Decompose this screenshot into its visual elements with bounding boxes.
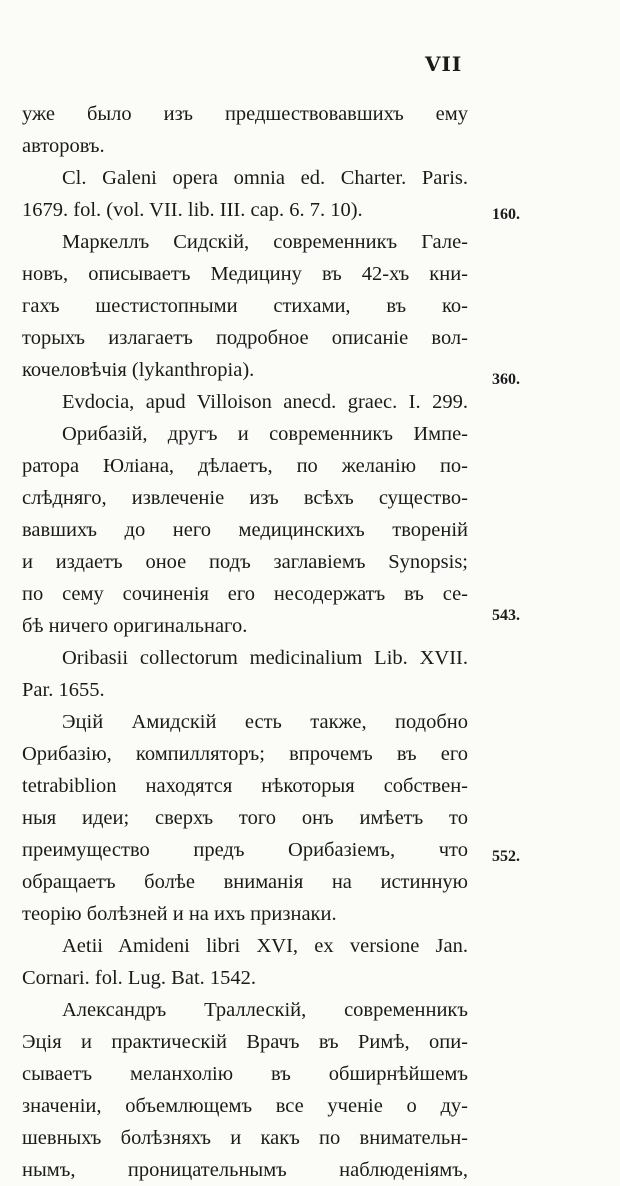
text-line: ныя идеи; сверхъ того онъ имѣетъ то (22, 807, 468, 829)
text-line: кочеловѣчія (lykanthropia). (22, 359, 255, 381)
text-line: обращаетъ болѣе вниманія на истинную (22, 871, 468, 893)
text-line: слѣдняго, извлеченіе изъ всѣхъ существо- (22, 487, 468, 509)
text-line: Орибазій, другъ и современникъ Импе- (62, 423, 468, 445)
reference-line: Aetii Amideni libri XVI, ex versione Jan. (62, 935, 468, 957)
text-line: tetrabiblion находятся нѣкоторыя собствен- (22, 775, 468, 797)
text-line: Эцій Амидскій есть также, подобно (62, 711, 468, 733)
text-line: торыхъ излагаетъ подробное описаніе вол- (22, 327, 468, 349)
text-line: нымъ, проницательнымъ наблюденіямъ, (22, 1159, 468, 1181)
text-line: гахъ шестистопными стихами, въ ко- (22, 295, 468, 317)
reference-line: 1679. fol. (vol. VII. lib. III. cap. 6. 7. 10). (22, 199, 363, 221)
reference-line: Oribasii collectorum medicinalium Lib. XVII. (62, 647, 468, 669)
text-line: авторовъ. (22, 135, 105, 157)
text-line: бѣ ничего оригинальнаго. (22, 615, 248, 637)
text-line: Маркеллъ Сидскій, современникъ Гале- (62, 231, 468, 253)
reference-line: Cl. Galeni opera omnia ed. Charter. Paris. (62, 167, 468, 189)
text-line: Орибазію, компилляторъ; впрочемъ въ его (22, 743, 468, 765)
text-line: вавшихъ до него медицинскихъ твореній (22, 519, 468, 541)
reference-line: Cornari. fol. Lug. Bat. 1542. (22, 967, 257, 989)
text-line: преимущество предъ Орибазіемъ, что (22, 839, 468, 861)
text-line: и издаетъ оное подъ заглавіемъ Synopsis; (22, 551, 468, 573)
text-line: теорію болѣзней и на ихъ признаки. (22, 903, 337, 925)
body-text (22, 98, 468, 1186)
text-line: Александръ Траллескій, современникъ (62, 999, 468, 1021)
text-line: сываетъ меланхолію въ обширнѣйшемъ (22, 1063, 468, 1085)
margin-year-552: 552. (492, 848, 520, 865)
text-line: ратора Юліана, дѣлаетъ, по желанію по- (22, 455, 468, 477)
margin-year-160: 160. (492, 206, 520, 223)
reference-line: Evdocia, apud Villoison anecd. graec. I. 299. (62, 391, 468, 413)
text-line: Эція и практическій Врачъ въ Римѣ, опи- (22, 1031, 468, 1053)
text-line: по сему сочиненія его несодержатъ въ се- (22, 583, 468, 605)
page-number: VII (425, 52, 463, 76)
text-line: новъ, описываетъ Медицину въ 42-хъ кни- (22, 263, 468, 285)
margin-year-360: 360. (492, 371, 520, 388)
text-line: значеніи, объемлющемъ все ученіе о ду- (22, 1095, 468, 1117)
text-line: уже было изъ предшествовавшихъ ему (22, 103, 468, 125)
reference-line: Par. 1655. (22, 679, 105, 701)
margin-year-543: 543. (492, 607, 520, 624)
text-line: шевныхъ болѣзняхъ и какъ по внимательн- (22, 1127, 468, 1149)
